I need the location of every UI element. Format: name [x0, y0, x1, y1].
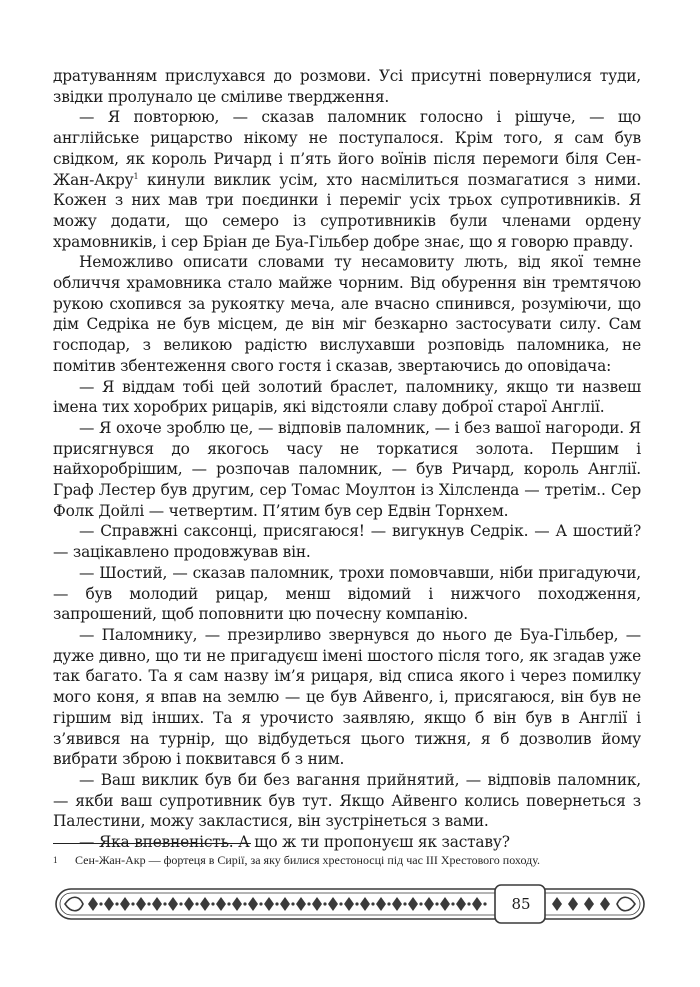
ornament-dot [387, 902, 390, 905]
ornament-dot [307, 902, 310, 905]
ornament-dot [451, 902, 454, 905]
ornament-diamond [216, 897, 226, 911]
ornament-diamond [104, 897, 114, 911]
ornament-dot [131, 902, 134, 905]
ornament-dot [435, 902, 438, 905]
ornament-dot [147, 902, 150, 905]
ornament-dot [291, 902, 294, 905]
ornament-diamond [296, 897, 306, 911]
ornament-dot [163, 902, 166, 905]
paragraph-2-continuation: кинули виклик усім, хто насмілиться позмагатися з ними. Кожен з них мав три поєдинки і переміг усіх трьох супротивників. Я можу додати, що семеро із супротивників були членами ордену храмовників, і сер Бріан де Буа-Гільбер добре знає, що я говорю правду. [53, 170, 641, 251]
paragraph-5: — Я охоче зроблю це, — відповів паломник, — і без вашої нагороди. Я присягнувся до якогось часу не торкатися золота. Першим і найхоробрішим, — розпочав паломник, — був Ричард, король Англії. Граф Лестер був другим, сер Томас Моултон із Хілсленда — третім.. Сер Фолк Дойлі — четвертим. П’ятим був сер Едвін Торнхем. [53, 418, 641, 520]
ornament-diamond [120, 897, 130, 911]
footnote-number: 1 [53, 855, 58, 865]
ornament-dot [355, 902, 358, 905]
ornament-dot [275, 902, 278, 905]
footnote-divider [53, 843, 251, 844]
footnote-text: Сен-Жан-Акр — фортеця в Сирії, за яку билися хрестоносці під час ІІІ Хрестового походу. [75, 853, 541, 867]
ornament-diamond [360, 897, 370, 911]
ornament-diamond [392, 897, 402, 911]
ornament-diamond [232, 897, 242, 911]
ornament-dot [371, 902, 374, 905]
ornament-dot [467, 902, 470, 905]
ornament-diamond [584, 897, 594, 911]
ornament-dot [227, 902, 230, 905]
paragraph-2-text: — Я повторюю, — сказав паломник голосно і рішуче, — що англійське рицарство нікому не поступалося. Крім того, я сам був свідком, як король Ричард і п’ять його воїнів після перемоги біля Сен-Жан-Акру [53, 108, 641, 189]
ornament-diamond [280, 897, 290, 911]
paragraph-8: — Паломнику, — презирливо звернувся до нього де Буа-Гільбер, — дуже дивно, що ти не пригадуєш імені шостого після того, як згадав уже так багато. Та я сам назву ім’я рицаря, від списа якого і через помилку мого коня, я впав на землю — це був Айвенго, і, присягаюся, він був не гіршим від інших. Та я урочисто заявляю, якщо б він був в Англії і з’явився на турнір, що відбудеться цього тижня, я б дозволив йому вибрати зброю і поквитався б з ним. [53, 625, 641, 769]
ornament-diamond [184, 897, 194, 911]
ornament-dot [99, 902, 102, 905]
ornament-diamond [152, 897, 162, 911]
paragraph-10: — Яка впевненість. А що ж ти пропонуєш як заставу? [79, 833, 510, 852]
paragraph-1: дратуванням прислухався до розмови. Усі присутні повернулися туди, звідки пролунало це сміливе твердження. [53, 67, 641, 106]
ornament-diamond [344, 897, 354, 911]
paragraph-3: Неможливо описати словами ту несамовиту лють, від якої темне обличчя храмовника стало майже чорним. Від обурення він тремтячою рукою схопився за рукоятку меча, але вчасно спинився, розуміючи, що дім Седріка не був місцем, де він міг безкарно застосувати силу. Сам господар, з великою радістю вислухавши розповідь паломника, не помітив збентеження свого гостя і сказав, звертаючись до оповідача: [53, 253, 641, 375]
page-number: 85 [511, 895, 531, 913]
ornament-diamond [376, 897, 386, 911]
ornament-diamond [600, 897, 610, 911]
ornament-diamond [568, 897, 578, 911]
ornament-dot [323, 902, 326, 905]
ornament-dot [243, 902, 246, 905]
ornament-dot [419, 902, 422, 905]
ornament-dot [211, 902, 214, 905]
decorative-border-ornament [55, 881, 645, 927]
ornament-diamond [424, 897, 434, 911]
ornament-diamond [328, 897, 338, 911]
ornament-diamond [168, 897, 178, 911]
ornament-diamond [136, 897, 146, 911]
ornament-diamond [408, 897, 418, 911]
paragraph-4: — Я віддам тобі цей золотий браслет, паломнику, якщо ти назвеш імена тих хоробрих рицарів, які відстояли славу доброї старої Англії. [53, 377, 641, 417]
paragraph-7: — Шостий, — сказав паломник, трохи помовчавши, ніби пригадуючи, — був молодий рицар, менш відомий і нижчого походження, запрошений, щоб поповнити цю почесну компанію. [53, 563, 641, 624]
footnote-marker: 1 [133, 171, 139, 181]
ornament-dot [339, 902, 342, 905]
ornament-diamond [552, 897, 562, 911]
ornament-diamond [440, 897, 450, 911]
ornament-diamond [312, 897, 322, 911]
ornament-diamond [472, 897, 482, 911]
ornament-dot [403, 902, 406, 905]
ornament-diamond [456, 897, 466, 911]
ornament-diamond [248, 897, 258, 911]
ornament-diamond [200, 897, 210, 911]
footnote [53, 853, 653, 868]
paragraph-2 [53, 107, 641, 252]
ornament-dot [483, 902, 486, 905]
paragraph-6: — Справжні саксонці, присягаюся! — вигукнув Седрік. — А шостий? — зацікавлено продовжував він. [53, 522, 641, 562]
ornament-dot [195, 902, 198, 905]
ornament-dot [115, 902, 118, 905]
paragraph-9: — Ваш виклик був би без вагання прийнятий, — відповів паломник, — якби ваш супротивник був тут. Якщо Айвенго колись повернеться з Палестини, можу закластися, він зустрінеться з вами. [53, 770, 641, 831]
ornament-dot [259, 902, 262, 905]
body-text [53, 66, 641, 853]
ornament-diamond [88, 897, 98, 911]
ornament-diamond [264, 897, 274, 911]
ornament-dot [179, 902, 182, 905]
